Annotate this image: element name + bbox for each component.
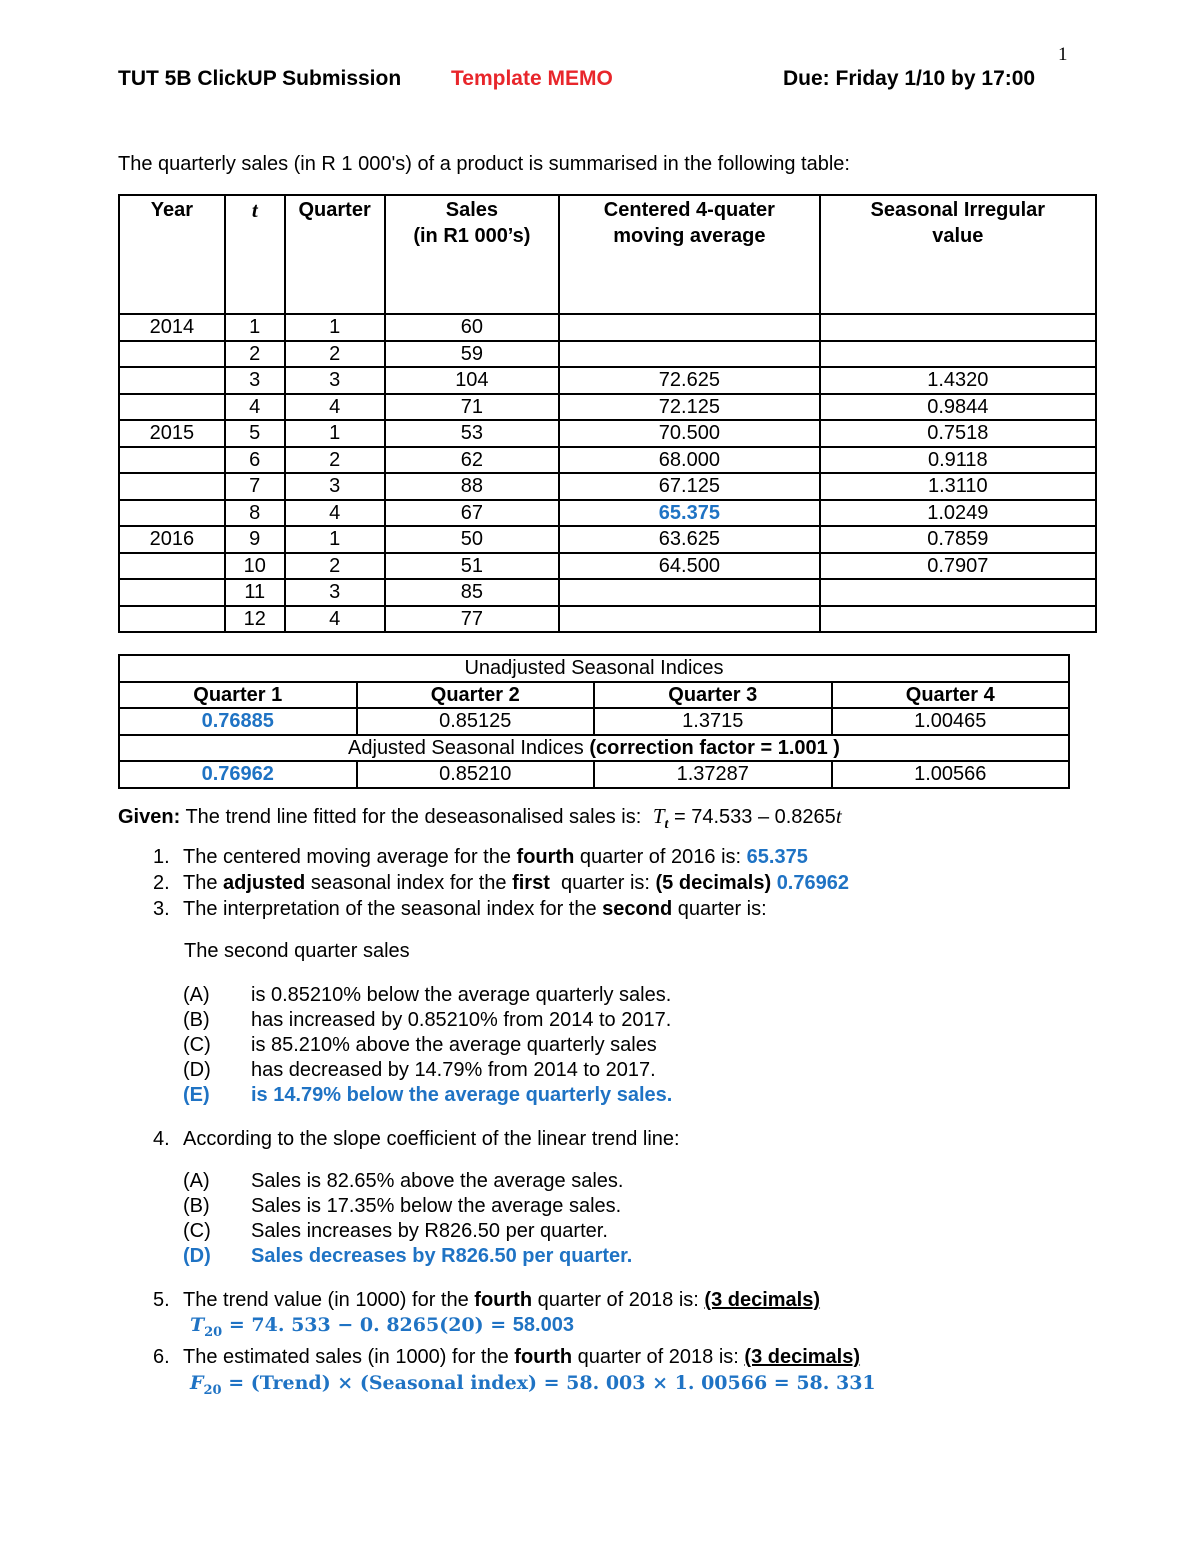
option-label: (B) bbox=[183, 1195, 210, 1217]
cell-cma: 65.375 bbox=[559, 500, 819, 527]
cell-si bbox=[820, 341, 1096, 368]
adjusted-index: 0.76962 bbox=[119, 761, 357, 788]
trend-subscript: t bbox=[664, 817, 669, 832]
header-memo-label: Template MEMO bbox=[451, 67, 613, 90]
q6-pre: The estimated sales (in 1000) for the bbox=[183, 1346, 509, 1368]
adjusted-index: 0.85210 bbox=[357, 761, 595, 788]
q2-bold3: (5 decimals) bbox=[655, 872, 772, 894]
q6-bold: fourth bbox=[514, 1346, 573, 1368]
option-label: (D) bbox=[183, 1059, 211, 1081]
formula-body: = 74. 533 − 0. 8265(20) = bbox=[228, 1314, 507, 1336]
formula-subscript: 20 bbox=[204, 1324, 223, 1340]
question-5-text bbox=[183, 1289, 820, 1312]
cell-si: 0.9118 bbox=[820, 447, 1096, 474]
option-text: Sales is 82.65% above the average sales. bbox=[251, 1170, 624, 1192]
cell-year bbox=[119, 367, 225, 394]
cell-t: 3 bbox=[225, 367, 285, 394]
cell-sales: 60 bbox=[385, 314, 560, 341]
unadjusted-index: 1.00465 bbox=[832, 708, 1070, 735]
cell-year bbox=[119, 500, 225, 527]
header-si bbox=[820, 195, 1096, 314]
seasonal-indices-table bbox=[118, 654, 1070, 789]
q5-pre: The trend value (in 1000) for the bbox=[183, 1289, 469, 1311]
option-text: is 0.85210% below the average quarterly sales. bbox=[251, 984, 672, 1006]
cell-t: 5 bbox=[225, 420, 285, 447]
cell-t: 9 bbox=[225, 526, 285, 553]
header-sales-line1: Sales bbox=[445, 199, 498, 221]
option-text: is 14.79% below the average quarterly sales. bbox=[251, 1084, 673, 1106]
header-si-line1: Seasonal Irregular bbox=[870, 199, 1046, 221]
question-number: 6. bbox=[153, 1346, 170, 1368]
table-row bbox=[119, 341, 1096, 368]
table-row bbox=[119, 579, 1096, 606]
q3-pre: The interpretation of the seasonal index for the bbox=[183, 898, 597, 920]
cell-si: 1.3110 bbox=[820, 473, 1096, 500]
cell-cma: 68.000 bbox=[559, 447, 819, 474]
header-cma-line2: moving average bbox=[613, 225, 766, 247]
table-row bbox=[119, 447, 1096, 474]
cell-year bbox=[119, 553, 225, 580]
header-t-symbol: t bbox=[251, 198, 258, 222]
header-sales-line2: (in R1 000’s) bbox=[413, 225, 531, 247]
cell-sales: 77 bbox=[385, 606, 560, 633]
cell-t: 2 bbox=[225, 341, 285, 368]
cell-cma bbox=[559, 606, 819, 633]
cell-cma: 72.625 bbox=[559, 367, 819, 394]
formula-symbol: F bbox=[190, 1372, 204, 1394]
option-text: is 85.210% above the average quarterly sales bbox=[251, 1034, 657, 1056]
cell-quarter: 3 bbox=[285, 579, 385, 606]
given-statement bbox=[118, 804, 842, 833]
correction-factor: (correction factor = 1.001 ) bbox=[589, 736, 840, 759]
cell-quarter: 2 bbox=[285, 341, 385, 368]
cell-sales: 62 bbox=[385, 447, 560, 474]
quarter-header: Quarter 3 bbox=[594, 682, 832, 709]
cell-t: 11 bbox=[225, 579, 285, 606]
trend-variable: t bbox=[835, 804, 842, 828]
question-3-stem: The second quarter sales bbox=[184, 940, 410, 962]
formula-subscript: 20 bbox=[203, 1382, 222, 1398]
cell-sales: 104 bbox=[385, 367, 560, 394]
q1-answer: 65.375 bbox=[746, 846, 808, 868]
cell-si: 0.7518 bbox=[820, 420, 1096, 447]
cell-sales: 53 bbox=[385, 420, 560, 447]
table-row bbox=[119, 500, 1096, 527]
option-text: Sales decreases by R826.50 per quarter. bbox=[251, 1245, 633, 1267]
question-number: 2. bbox=[153, 872, 170, 894]
page-number: 1 bbox=[1058, 44, 1068, 65]
adjusted-title: Adjusted Seasonal Indices bbox=[348, 736, 584, 759]
header-due-date: Due: Friday 1/10 by 17:00 bbox=[783, 67, 1036, 90]
table-row bbox=[119, 314, 1096, 341]
q6-post: quarter of 2018 is: bbox=[577, 1346, 739, 1368]
sales-table bbox=[118, 194, 1097, 633]
table-row bbox=[119, 473, 1096, 500]
question-number: 1. bbox=[153, 846, 170, 868]
option-text: Sales increases by R826.50 per quarter. bbox=[251, 1220, 608, 1242]
option-label: (C) bbox=[183, 1220, 211, 1242]
q3-post: quarter is: bbox=[677, 898, 767, 920]
q1-bold: fourth bbox=[516, 846, 575, 868]
cell-year: 2014 bbox=[119, 314, 225, 341]
given-text: The trend line fitted for the deseasonalised sales is: bbox=[185, 806, 642, 828]
header-sales bbox=[385, 195, 560, 314]
table-row bbox=[119, 394, 1096, 421]
question-number: 5. bbox=[153, 1289, 170, 1311]
table-row bbox=[119, 420, 1096, 447]
cell-sales: 67 bbox=[385, 500, 560, 527]
table-row bbox=[119, 367, 1096, 394]
intro-text: The quarterly sales (in R 1 000's) of a product is summarised in the following table: bbox=[118, 153, 850, 175]
sales-table-header-row bbox=[119, 195, 1096, 314]
option-label: (E) bbox=[183, 1084, 210, 1106]
header-t bbox=[225, 195, 285, 314]
cell-t: 4 bbox=[225, 394, 285, 421]
q3-bold: second bbox=[602, 898, 673, 920]
cell-si bbox=[820, 606, 1096, 633]
cell-si: 1.4320 bbox=[820, 367, 1096, 394]
cell-year bbox=[119, 473, 225, 500]
formula-answer: 58.003 bbox=[512, 1314, 574, 1336]
cell-sales: 51 bbox=[385, 553, 560, 580]
header-quarter: Quarter bbox=[285, 195, 385, 314]
quarter-header: Quarter 2 bbox=[357, 682, 595, 709]
q2-bold1: adjusted bbox=[223, 872, 306, 894]
header-si-line2: value bbox=[932, 225, 984, 247]
unadjusted-index: 1.3715 bbox=[594, 708, 832, 735]
cell-year bbox=[119, 447, 225, 474]
trend-symbol: T bbox=[652, 804, 665, 828]
cell-si: 0.7907 bbox=[820, 553, 1096, 580]
cell-cma: 67.125 bbox=[559, 473, 819, 500]
header-course-title: TUT 5B ClickUP Submission bbox=[118, 67, 402, 90]
quarter-header: Quarter 4 bbox=[832, 682, 1070, 709]
unadjusted-index: 0.76885 bbox=[119, 708, 357, 735]
formula-body: = (Trend) × (Seasonal index) = 58. 003 × 1. 00566 = 58. 331 bbox=[228, 1372, 876, 1394]
given-label: Given: bbox=[118, 806, 181, 828]
cell-cma: 64.500 bbox=[559, 553, 819, 580]
header-year: Year bbox=[119, 195, 225, 314]
cell-cma: 63.625 bbox=[559, 526, 819, 553]
q6-formula bbox=[190, 1372, 876, 1398]
cell-year bbox=[119, 579, 225, 606]
option-label: (A) bbox=[183, 1170, 210, 1192]
cell-cma: 72.125 bbox=[559, 394, 819, 421]
header-cma-line1: Centered 4-quater bbox=[603, 199, 775, 221]
option-label: (D) bbox=[183, 1245, 211, 1267]
q5-bold: fourth bbox=[474, 1289, 533, 1311]
table-row bbox=[119, 526, 1096, 553]
q2-mid: seasonal index for the bbox=[310, 872, 507, 894]
adjusted-index: 1.00566 bbox=[832, 761, 1070, 788]
cell-si: 0.9844 bbox=[820, 394, 1096, 421]
cell-quarter: 4 bbox=[285, 500, 385, 527]
option-text: has increased by 0.85210% from 2014 to 2017. bbox=[251, 1009, 672, 1031]
q2-post: quarter is: bbox=[561, 872, 650, 894]
cell-cma bbox=[559, 341, 819, 368]
option-label: (C) bbox=[183, 1034, 211, 1056]
cell-cma bbox=[559, 579, 819, 606]
cell-si: 0.7859 bbox=[820, 526, 1096, 553]
cell-t: 1 bbox=[225, 314, 285, 341]
q2-bold2: first bbox=[512, 872, 550, 894]
q1-pre: The centered moving average for the bbox=[183, 846, 511, 868]
cell-sales: 50 bbox=[385, 526, 560, 553]
cell-year: 2015 bbox=[119, 420, 225, 447]
cell-quarter: 4 bbox=[285, 394, 385, 421]
option-text: Sales is 17.35% below the average sales. bbox=[251, 1195, 622, 1217]
cell-quarter: 2 bbox=[285, 447, 385, 474]
cell-quarter: 3 bbox=[285, 473, 385, 500]
cell-quarter: 3 bbox=[285, 367, 385, 394]
cell-quarter: 4 bbox=[285, 606, 385, 633]
cell-si: 1.0249 bbox=[820, 500, 1096, 527]
cell-sales: 85 bbox=[385, 579, 560, 606]
table-row bbox=[119, 553, 1096, 580]
cell-cma bbox=[559, 314, 819, 341]
cell-si bbox=[820, 314, 1096, 341]
question-number: 3. bbox=[153, 898, 170, 920]
question-3-text bbox=[183, 898, 767, 921]
option-label: (A) bbox=[183, 984, 210, 1006]
q2-answer: 0.76962 bbox=[776, 872, 849, 894]
cell-t: 12 bbox=[225, 606, 285, 633]
header-cma bbox=[559, 195, 819, 314]
q5-post: quarter of 2018 is: bbox=[537, 1289, 699, 1311]
cell-year bbox=[119, 341, 225, 368]
question-number: 4. bbox=[153, 1128, 170, 1150]
table-row bbox=[119, 606, 1096, 633]
cell-year bbox=[119, 394, 225, 421]
cell-sales: 59 bbox=[385, 341, 560, 368]
cell-sales: 71 bbox=[385, 394, 560, 421]
unadjusted-index: 0.85125 bbox=[357, 708, 595, 735]
cell-sales: 88 bbox=[385, 473, 560, 500]
q1-post: quarter of 2016 is: bbox=[579, 846, 742, 868]
question-6-text bbox=[183, 1346, 860, 1369]
cell-quarter: 1 bbox=[285, 420, 385, 447]
q6-underline: (3 decimals) bbox=[744, 1346, 861, 1368]
unadjusted-title: Unadjusted Seasonal Indices bbox=[119, 655, 1069, 682]
adjusted-index: 1.37287 bbox=[594, 761, 832, 788]
question-4-text: According to the slope coefficient of the linear trend line: bbox=[183, 1128, 680, 1150]
cell-t: 6 bbox=[225, 447, 285, 474]
q5-underline: (3 decimals) bbox=[704, 1289, 821, 1311]
cell-year bbox=[119, 606, 225, 633]
cell-t: 10 bbox=[225, 553, 285, 580]
formula-symbol: T bbox=[190, 1314, 205, 1336]
option-text: has decreased by 14.79% from 2014 to 2017. bbox=[251, 1059, 656, 1081]
cell-t: 8 bbox=[225, 500, 285, 527]
cell-quarter: 1 bbox=[285, 526, 385, 553]
cell-quarter: 1 bbox=[285, 314, 385, 341]
adjusted-title-cell bbox=[119, 735, 1069, 762]
question-1-text bbox=[183, 846, 808, 869]
cell-si bbox=[820, 579, 1096, 606]
cell-year: 2016 bbox=[119, 526, 225, 553]
trend-equation: = 74.533 – 0.8265 bbox=[673, 806, 836, 828]
q5-formula bbox=[190, 1314, 574, 1340]
option-label: (B) bbox=[183, 1009, 210, 1031]
quarter-header: Quarter 1 bbox=[119, 682, 357, 709]
cell-t: 7 bbox=[225, 473, 285, 500]
cell-cma: 70.500 bbox=[559, 420, 819, 447]
cell-quarter: 2 bbox=[285, 553, 385, 580]
q2-pre: The bbox=[183, 872, 218, 894]
question-2-text bbox=[183, 872, 849, 895]
